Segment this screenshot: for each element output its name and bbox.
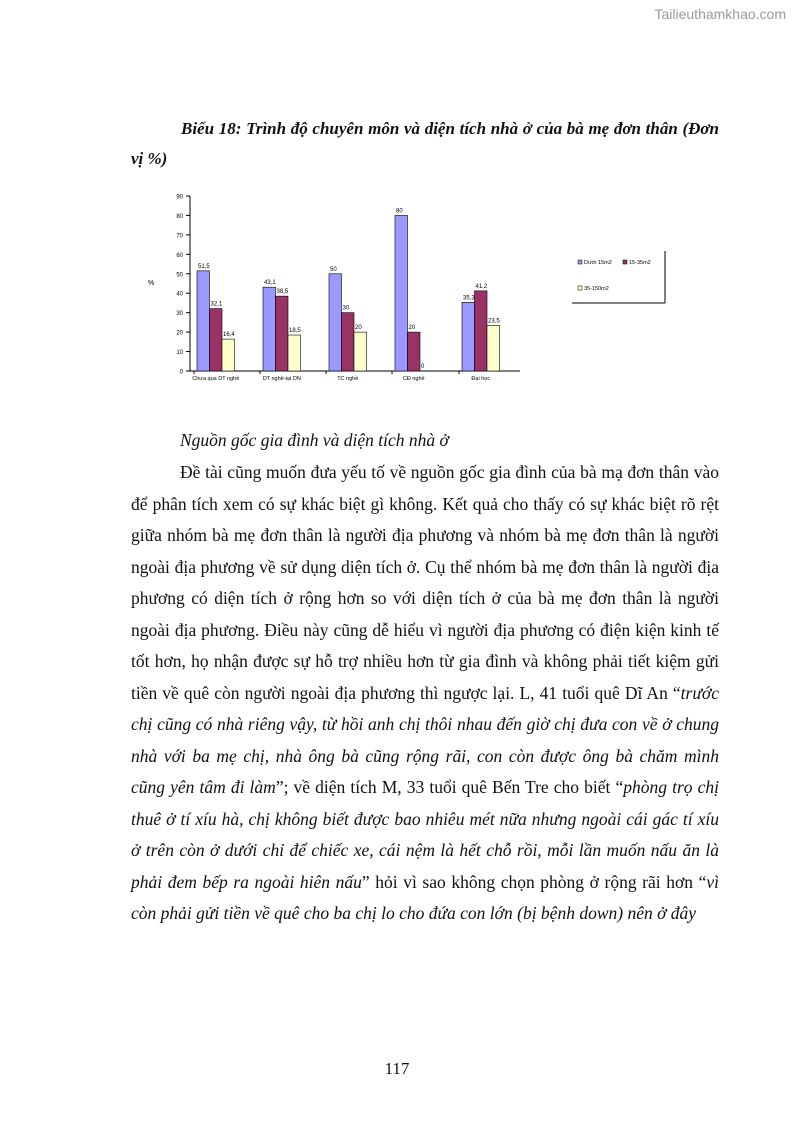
x-tick-label: Chưa qua DT nghề — [192, 376, 240, 382]
chart-bars — [197, 215, 500, 371]
y-tick-label: 70 — [176, 233, 183, 240]
data-label: 43,1 — [264, 280, 276, 287]
page-number: 117 — [384, 1059, 410, 1078]
section-subheading: Nguồn gốc gia đình và diện tích nhà ở — [180, 430, 449, 450]
legend-box — [572, 251, 666, 303]
y-tick-label: 80 — [176, 213, 183, 220]
data-label: 80 — [396, 208, 403, 215]
legend-swatch — [578, 260, 582, 264]
data-label: 50 — [330, 266, 337, 273]
bar — [329, 274, 342, 371]
bar — [263, 287, 276, 371]
chart-caption: Biểu 18: Trình độ chuyên môn và diện tích nhà ở của bà mẹ đơn thân (Đơn vị %) — [131, 119, 719, 168]
quote-3: vì còn phải gửi tiền về quê cho ba chị lo cho đứa con lớn (bị bệnh down) nên ở đây — [131, 871, 719, 923]
y-tick-label: 60 — [176, 252, 183, 259]
quote-1: trước chị cũng có nhà riêng vậy, từ hồi anh chị thôi nhau đến giờ chị đưa con về ở chung nhà với ba mẹ chị, nhà ông bà cũng rộng rãi, con còn được ông bà chăm mình cũng yên tâm đi làm — [131, 682, 719, 797]
data-label: 18,5 — [289, 328, 301, 335]
data-label: 51,5 — [198, 263, 210, 270]
legend-swatch — [578, 286, 582, 290]
x-tick-label: Đại học — [471, 376, 491, 382]
y-tick-label: 40 — [176, 291, 183, 298]
bar — [222, 339, 235, 371]
paragraph-text-1: Đề tài cũng muốn đưa yếu tố về nguồn gốc gia đình của bà mạ đơn thân vào để phân tích xem có sự khác biệt gì không. Kết quả cho thấy có sự khác biệt rõ rệt giữa nhóm bà mẹ đơn thân là người địa phương và nhóm bà mẹ đơn thân là người ngoài địa phương về sử dụng diện tích ở. Cụ thể nhóm bà mẹ đơn thân là người địa phương có diện tích ở rộng hơn so với diện tích ở của bà mẹ đơn thân là người ngoài địa phương. Điều này cũng dễ hiểu vì người địa phương có điện kiện kinh tế tốt hơn, họ nhận được sự hỗ trợ nhiều hơn từ gia đình và không phải tiết kiệm gửi tiền về quê còn người ngoài địa phương thì ngược lại. L, 41 tuổi quê Dĩ An “ — [131, 462, 719, 703]
y-tick-label: 20 — [176, 330, 183, 337]
bar — [354, 332, 367, 371]
bar — [342, 313, 355, 371]
bar — [210, 309, 223, 371]
legend-label: 15-35m2 — [629, 260, 651, 266]
legend-label: 35-150m2 — [584, 286, 609, 292]
data-label: 41,2 — [475, 283, 488, 290]
watermark: Tailieuthamkhao.com — [654, 6, 786, 22]
chart-legend — [572, 251, 666, 303]
bar — [487, 325, 500, 371]
bar — [462, 302, 475, 371]
data-label: 30 — [342, 305, 350, 312]
y-axis-label: % — [148, 280, 155, 287]
bar-chart — [140, 185, 680, 385]
legend-label: Dưới 15m2 — [584, 260, 612, 266]
data-label: 35,3 — [463, 295, 475, 302]
data-label: 23,5 — [488, 318, 500, 325]
data-label: 32,1 — [210, 301, 223, 308]
bar — [408, 332, 421, 371]
data-label: 38,5 — [276, 289, 289, 296]
x-tick-label: TC nghề — [337, 376, 359, 382]
y-tick-label: 90 — [176, 194, 183, 201]
y-tick-label: 0 — [179, 369, 183, 376]
data-label: 20 — [408, 325, 416, 332]
x-tick-label: CĐ nghề — [402, 376, 425, 382]
paragraph-text-3: ” hỏi vì sao không chọn phòng ở rộng rãi hơn “ — [361, 871, 707, 892]
bar — [197, 271, 210, 371]
y-tick-label: 30 — [176, 311, 183, 318]
bar — [276, 296, 289, 371]
bar — [475, 291, 488, 371]
bar — [395, 215, 408, 371]
body-paragraph — [131, 457, 719, 930]
y-tick-label: 10 — [176, 350, 183, 357]
bar — [288, 335, 301, 371]
paragraph-text-2: ”; về diện tích M, 33 tuổi quê Bến Tre cho biết “ — [275, 777, 624, 797]
data-label: 20 — [355, 325, 362, 332]
legend-swatch — [623, 260, 627, 264]
data-label: 0 — [421, 364, 425, 370]
x-tick-label: DT nghề-tại DN — [262, 376, 301, 382]
data-label: 16,4 — [223, 332, 235, 339]
quote-2: phòng trọ chị thuê ở tí xíu hà, chị không biết được bao nhiêu mét nữa nhưng ngoài cái gác tí xíu ở trên còn ở dưới chỉ để chiếc xe, cái nệm là hết chỗ rồi, mỗi lần muốn nấu ăn là phải đem bếp ra ngoài hiên nấu — [131, 777, 719, 892]
y-tick-label: 50 — [176, 272, 183, 279]
